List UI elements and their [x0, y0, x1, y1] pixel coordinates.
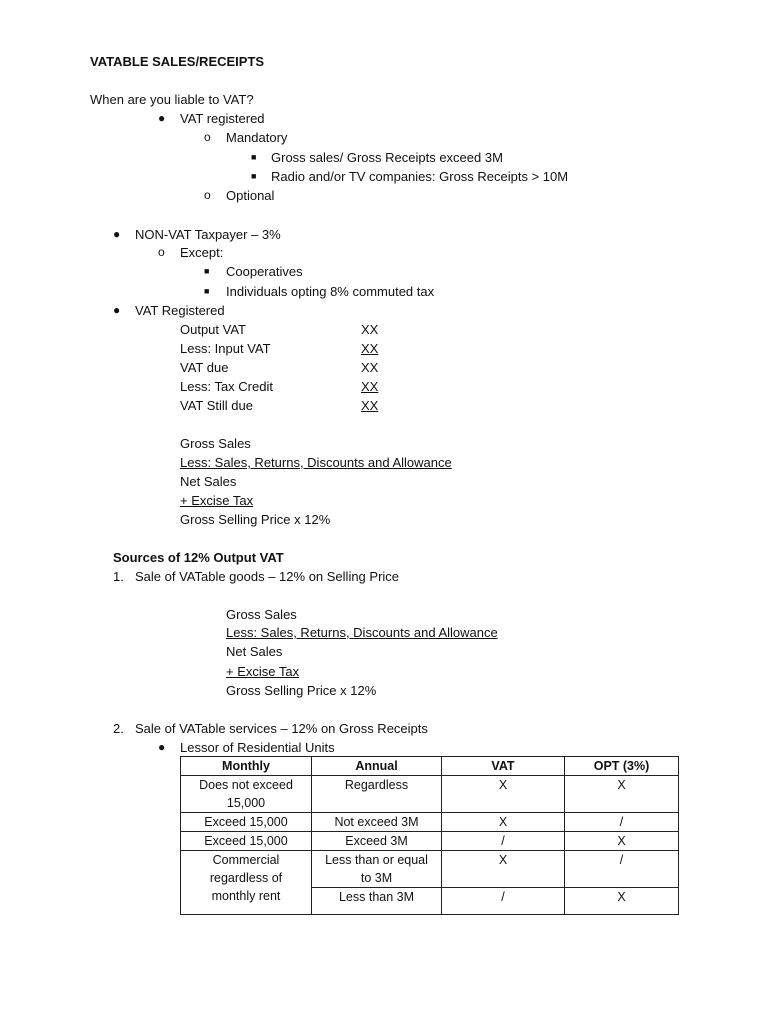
- question-text: When are you liable to VAT?: [90, 92, 254, 107]
- except-item: Cooperatives: [226, 264, 303, 279]
- page-title: VATABLE SALES/RECEIPTS: [90, 54, 265, 69]
- mandatory-item: Radio and/or TV companies: Gross Receipts > 10M: [271, 169, 569, 184]
- bullet-circle: o: [158, 245, 165, 259]
- table-header: Monthly: [181, 757, 312, 776]
- gross-line: Gross Sales: [226, 607, 297, 622]
- sources-heading: Sources of 12% Output VAT: [113, 550, 284, 565]
- gross-line: Net Sales: [180, 474, 237, 489]
- table-cell: /: [565, 813, 679, 832]
- except-item: Individuals opting 8% commuted tax: [226, 284, 435, 299]
- vat-registered2-label: VAT Registered: [135, 303, 225, 318]
- computation-value: XX: [361, 379, 379, 394]
- table-row: [181, 813, 679, 832]
- cell-line: 15,000: [226, 796, 266, 810]
- lessor-table: [180, 756, 679, 915]
- lessor-label: Lessor of Residential Units: [180, 740, 335, 755]
- table-cell: Less than 3M: [312, 888, 442, 915]
- computation-label: Output VAT: [180, 322, 246, 337]
- bullet-disc: ●: [158, 740, 166, 754]
- table-cell: Not exceed 3M: [312, 813, 442, 832]
- bullet-square: ■: [251, 152, 257, 162]
- table-header: Annual: [312, 757, 442, 776]
- mandatory-item: Gross sales/ Gross Receipts exceed 3M: [271, 150, 503, 165]
- mandatory-label: Mandatory: [226, 130, 288, 145]
- table-cell: Exceed 15,000: [181, 813, 312, 832]
- computation-label: VAT due: [180, 360, 229, 375]
- table-header-row: [181, 757, 679, 776]
- table-cell: X: [565, 776, 679, 813]
- table-row: [181, 776, 679, 813]
- bullet-disc: ●: [158, 111, 166, 125]
- table-cell: Exceed 3M: [312, 832, 442, 851]
- bullet-square: ■: [204, 266, 210, 276]
- cell-line: Commercial: [212, 853, 280, 867]
- gross-line: + Excise Tax: [180, 493, 254, 508]
- computation-label: Less: Input VAT: [180, 341, 271, 356]
- source-item: Sale of VATable services – 12% on Gross Receipts: [135, 721, 428, 736]
- bullet-square: ■: [251, 171, 257, 181]
- table-row: [181, 832, 679, 851]
- bullet-circle: o: [204, 188, 211, 202]
- cell-line: Less than or equal: [325, 853, 428, 867]
- computation-value: XX: [361, 322, 379, 337]
- table-cell: [181, 851, 312, 915]
- gross-line: Less: Sales, Returns, Discounts and Allowance: [180, 455, 452, 470]
- optional-label: Optional: [226, 188, 275, 203]
- gross-line: Gross Selling Price x 12%: [180, 512, 331, 527]
- table-cell: X: [565, 832, 679, 851]
- cell-line: Does not exceed: [199, 778, 293, 792]
- computation-value: XX: [361, 341, 379, 356]
- cell-line: regardless of: [209, 871, 283, 885]
- source-item: Sale of VATable goods – 12% on Selling Price: [135, 569, 400, 584]
- table-cell: [181, 776, 312, 813]
- cell-line: to 3M: [360, 871, 393, 885]
- table-cell: Regardless: [312, 776, 442, 813]
- table-header: VAT: [442, 757, 565, 776]
- table-cell: /: [442, 832, 565, 851]
- table-row: [181, 851, 679, 888]
- bullet-disc: ●: [113, 227, 121, 241]
- computation-value: XX: [361, 398, 379, 413]
- table-cell: [312, 851, 442, 888]
- bullet-circle: o: [204, 130, 211, 144]
- gross-line: Net Sales: [226, 644, 283, 659]
- table-header: OPT (3%): [565, 757, 679, 776]
- except-label: Except:: [180, 245, 224, 260]
- computation-label: VAT Still due: [180, 398, 253, 413]
- computation-value: XX: [361, 360, 379, 375]
- cell-line: monthly rent: [211, 889, 281, 903]
- table-cell: /: [565, 851, 679, 888]
- list-number: 1.: [113, 569, 124, 584]
- gross-line: + Excise Tax: [226, 664, 300, 679]
- table-cell: X: [442, 776, 565, 813]
- table-cell: Exceed 15,000: [181, 832, 312, 851]
- vat-registered-label: VAT registered: [180, 111, 265, 126]
- gross-line: Gross Selling Price x 12%: [226, 683, 377, 698]
- bullet-disc: ●: [113, 303, 121, 317]
- computation-label: Less: Tax Credit: [180, 379, 273, 394]
- table-cell: X: [442, 813, 565, 832]
- gross-line: Gross Sales: [180, 436, 251, 451]
- table-cell: X: [442, 851, 565, 888]
- table-cell: X: [565, 888, 679, 915]
- list-number: 2.: [113, 721, 124, 736]
- non-vat-label: NON-VAT Taxpayer – 3%: [135, 227, 281, 242]
- bullet-square: ■: [204, 286, 210, 296]
- table-cell: /: [442, 888, 565, 915]
- gross-line: Less: Sales, Returns, Discounts and Allowance: [226, 625, 498, 640]
